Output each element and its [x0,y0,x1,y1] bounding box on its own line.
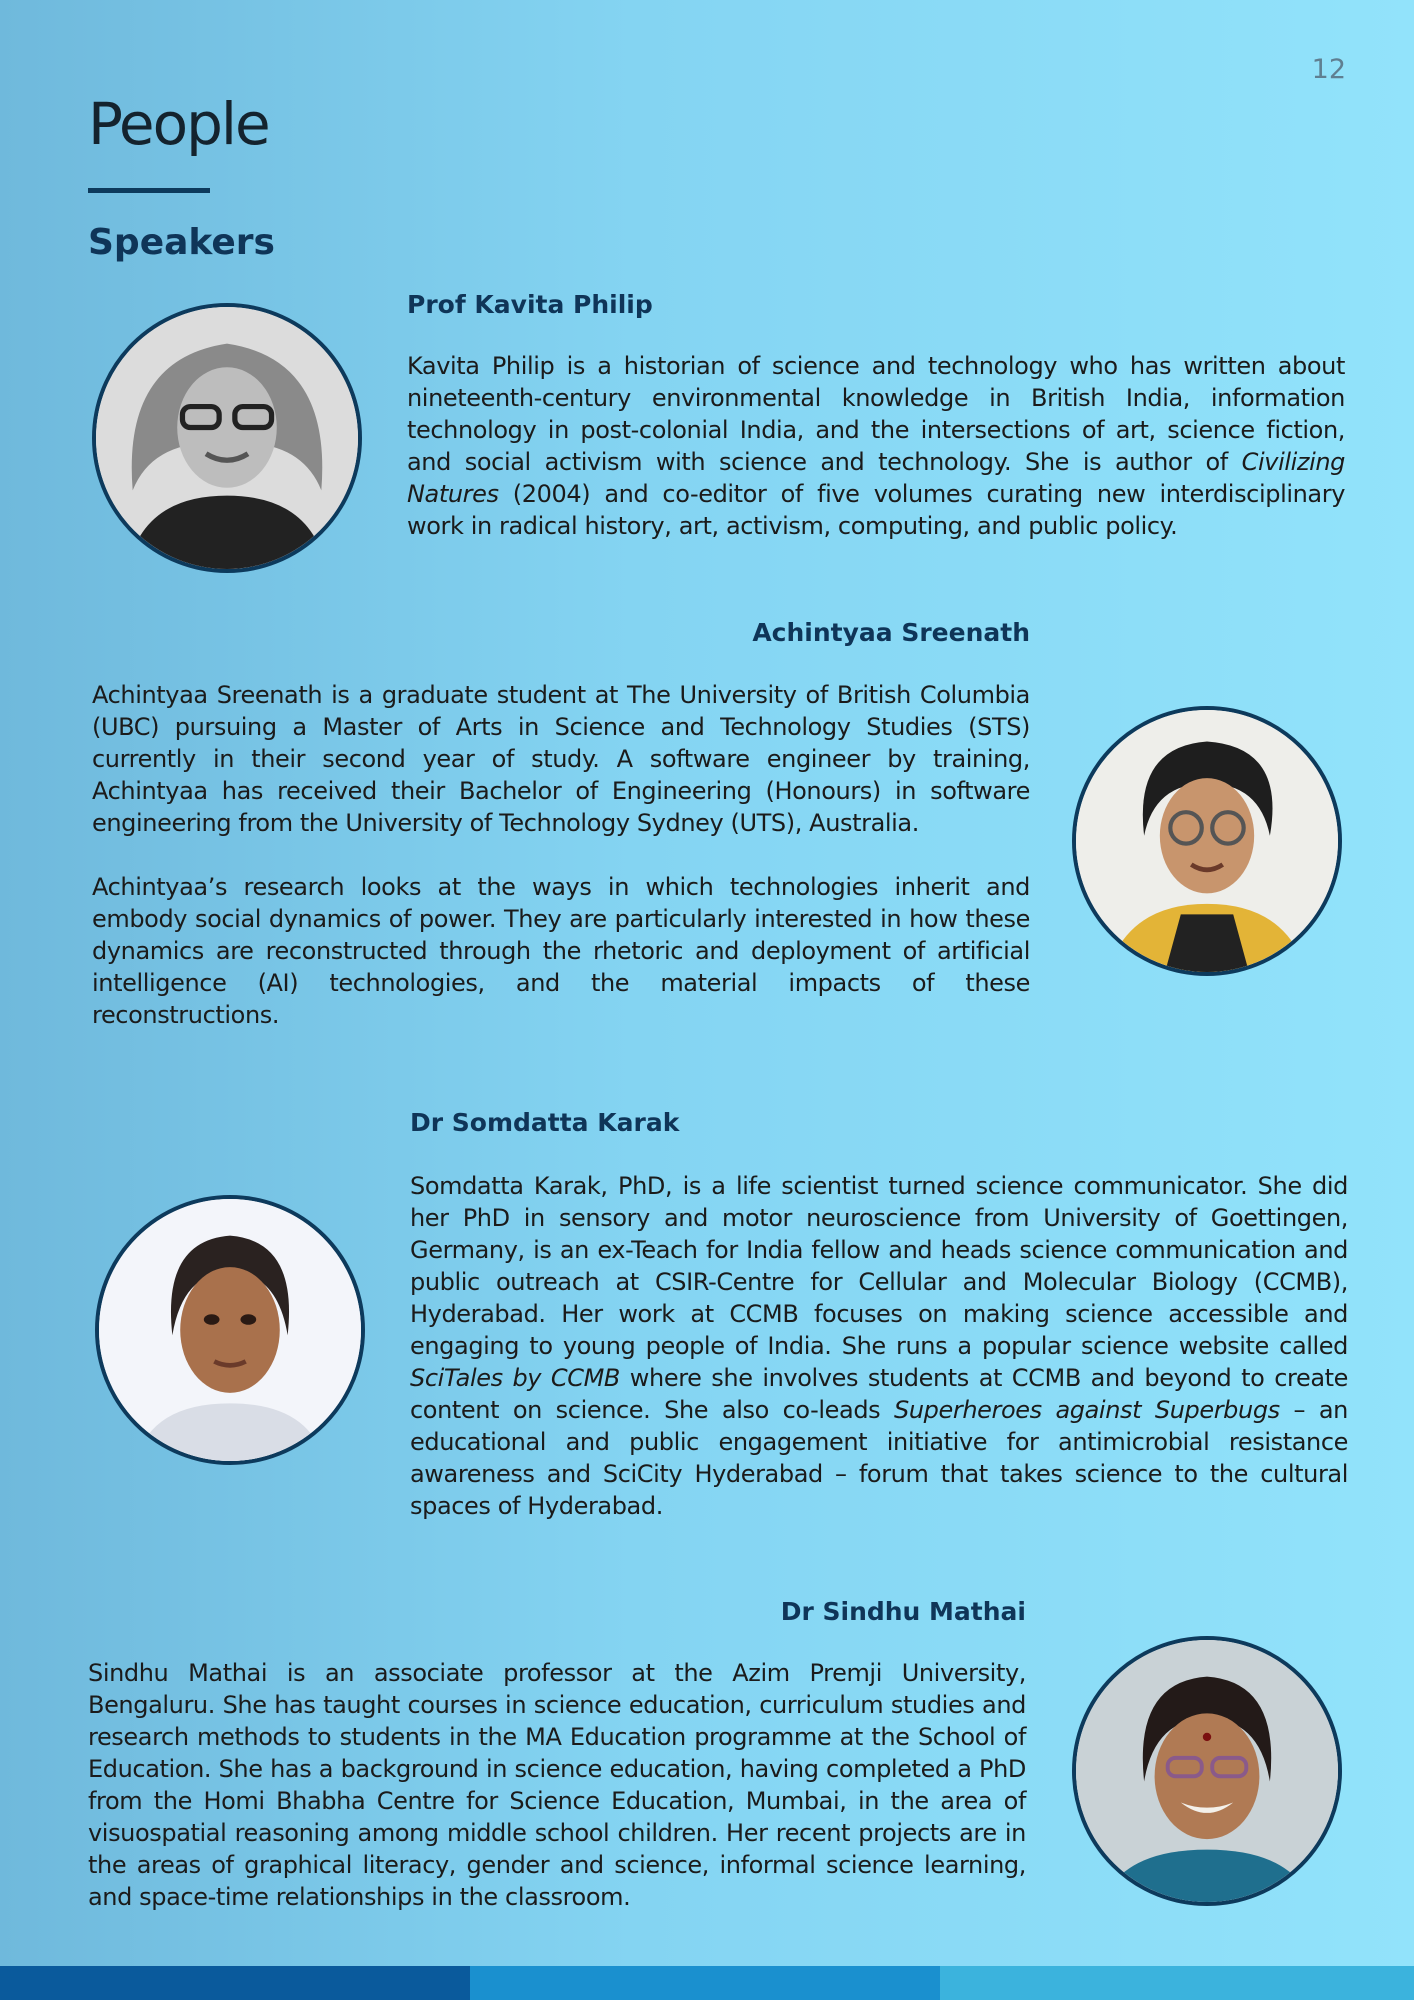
bio-paragraph: Achintyaa Sreenath is a graduate student at The University of British Columbia (UBC) pursuing a Master of Arts in Science and Technology Studies (STS) currently in their second year of study. A software engineer by training, Achintyaa has received their Bachelor of Engineering (Honours) in software engineering from the University of Technology Sydney (UTS), Australia. [92,681,1030,837]
title-underline [88,188,210,193]
page-title: People [88,90,269,158]
initiative-title: Superheroes against Superbugs [894,1396,1280,1424]
bio-paragraph [410,1170,1348,1522]
speaker-name: Prof Kavita Philip [407,290,653,319]
portrait-photo-icon [1076,1640,1338,1902]
bio-paragraph: Achintyaa’s research looks at the ways in which technologies inherit and embody social dynamics of power. They are particularly interested in how these dynamics are reconstructed through the rhetoric and deployment of artificial intelligence (AI) technologies, and the material impacts of these reconstructions. [92,873,1030,1029]
page-number: 12 [1311,54,1346,85]
footer-bar-segment [470,1966,940,2000]
portrait-photo-icon [96,307,358,569]
footer-bar-segment [940,1966,1414,2000]
bio-text: (2004) and co-editor of five volumes curating new interdisciplinary work in radical history, art, activism, computing, and public policy. [407,480,1345,540]
bio-text: Somdatta Karak, PhD, is a life scientist turned science communicator. She did her PhD in sensory and motor neuroscience from University of Goettingen, Germany, is an ex-Teach for India fellow and heads science communication and public outreach at CSIR-Centre for Cellular and Molecular Biology (CCMB), Hyderabad. Her work at CCMB focuses on making science accessible and engaging to young people of India. She runs a popular science website called [410,1172,1348,1360]
speaker-name: Dr Somdatta Karak [410,1108,680,1137]
speaker-bio [88,1657,1026,1913]
speaker-name: Dr Sindhu Mathai [780,1597,1026,1626]
speaker-name: Achintyaa Sreenath [752,618,1030,647]
speaker-bio [407,350,1345,542]
speaker-bio [410,1170,1348,1522]
bio-text: – an educational and public engagement initiative for antimicrobial resistance awareness and SciCity Hyderabad – forum that takes science to the cultural spaces of Hyderabad. [410,1396,1348,1520]
portrait-photo-icon [99,1199,361,1461]
speaker-photo-somdatta-karak [95,1195,365,1465]
bio-text: Kavita Philip is a historian of science and technology who has written about nineteenth-century environmental knowledge in British India, information technology in post-colonial India, and the intersections of art, science fiction, and social activism with science and technology. She is author of [407,352,1345,476]
speaker-bio [92,679,1030,1031]
speaker-photo-kavita-philip [92,303,362,573]
bio-paragraph: Sindhu Mathai is an associate professor at the Azim Premji University, Bengaluru. She has taught courses in science education, curriculum studies and research methods to students in the MA Education programme at the School of Education. She has a background in science education, having completed a PhD from the Homi Bhabha Centre for Science Education, Mumbai, in the area of visuospatial reasoning among middle school children. Her recent projects are in the areas of graphical literacy, gender and science, informal science learning, and space-time relationships in the classroom. [88,1659,1026,1911]
bio-paragraph [407,350,1345,542]
portrait-photo-icon [1076,710,1338,972]
bio-text: where she involves students at CCMB and beyond to create content on science. She also co-leads [410,1364,1349,1424]
website-title: SciTales by CCMB [410,1364,620,1392]
section-heading-speakers: Speakers [88,222,275,263]
speaker-photo-sindhu-mathai [1072,1636,1342,1906]
speaker-photo-achintyaa-sreenath [1072,706,1342,976]
book-title: Civilizing Natures [407,448,1345,508]
footer-bar-segment [0,1966,470,2000]
